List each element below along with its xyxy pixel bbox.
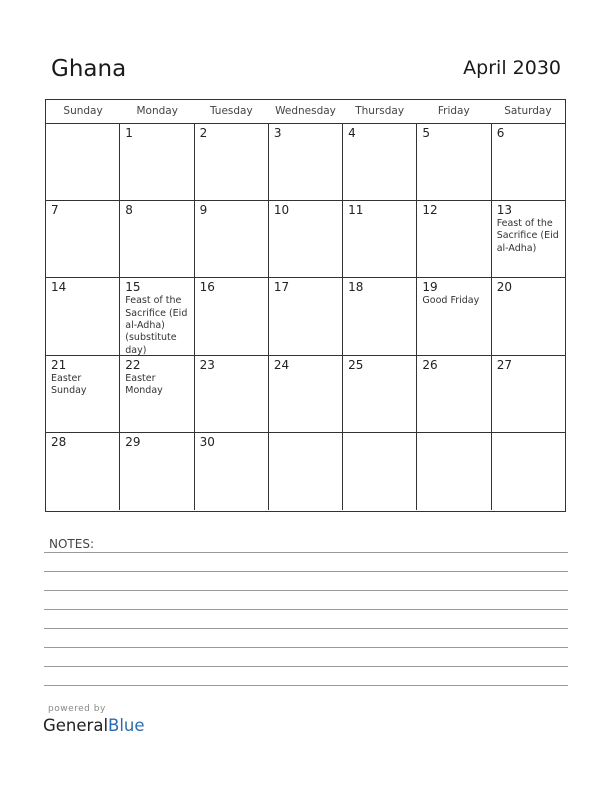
calendar-grid	[45, 99, 566, 512]
day-cell	[343, 433, 417, 510]
weekday-header	[46, 100, 565, 124]
day-number: 26	[422, 357, 438, 372]
day-number: 2	[199, 126, 208, 140]
day-number: 30	[199, 434, 215, 449]
day-number: 5	[422, 126, 431, 140]
notes-line	[44, 571, 568, 572]
weekday-label: Tuesday	[209, 105, 253, 117]
month-title: April 2030	[463, 57, 561, 79]
notes-line	[44, 590, 568, 591]
powered-by-text: powered by	[48, 704, 106, 714]
weekday-label: Wednesday	[275, 105, 336, 117]
day-cell	[120, 356, 194, 432]
day-number: 4	[348, 126, 356, 140]
day-cell	[195, 201, 269, 277]
weekday-label: Saturday	[504, 105, 552, 117]
week-row	[46, 356, 565, 433]
holiday-label: Feast of the Sacrifice (Eid al-Adha) (substitute day)	[125, 295, 188, 355]
week-row	[46, 433, 565, 510]
holiday-label: Feast of the Sacrifice (Eid al-Adha)	[496, 218, 559, 254]
day-number: 21	[51, 357, 67, 372]
notes-line	[44, 552, 568, 553]
week-row	[46, 201, 565, 278]
brand-logo[interactable]	[43, 716, 145, 735]
day-cell	[120, 433, 194, 510]
day-cell	[120, 124, 194, 200]
day-cell	[492, 433, 565, 510]
day-cell	[120, 278, 194, 354]
holiday-label: Easter Monday	[125, 372, 163, 396]
day-cell	[120, 201, 194, 277]
day-cell	[195, 356, 269, 432]
notes-line	[44, 609, 568, 610]
day-cell	[46, 201, 120, 277]
notes-line	[44, 628, 568, 629]
day-number: 14	[51, 280, 67, 295]
day-number: 27	[496, 357, 512, 372]
day-cell	[46, 124, 120, 200]
day-cell	[195, 433, 269, 510]
day-number: 12	[422, 203, 438, 218]
day-cell	[492, 356, 565, 432]
brand-general: General	[43, 716, 109, 735]
day-number: 23	[199, 357, 215, 372]
weekday-label: Sunday	[63, 105, 103, 117]
country-title: Ghana	[51, 56, 127, 82]
day-number: 22	[125, 357, 141, 372]
day-cell	[195, 124, 269, 200]
day-number: 8	[125, 203, 133, 218]
day-cell	[492, 278, 565, 354]
day-cell	[492, 124, 565, 200]
day-number: 6	[496, 126, 505, 140]
day-number: 28	[51, 434, 67, 449]
day-cell	[269, 356, 343, 432]
day-cell	[417, 201, 491, 277]
brand-blue: Blue	[108, 716, 145, 735]
day-cell	[417, 433, 491, 510]
day-number: 25	[348, 357, 364, 372]
day-cell	[343, 124, 417, 200]
day-cell	[492, 201, 565, 277]
day-cell	[46, 433, 120, 510]
day-number: 15	[125, 280, 141, 295]
day-cell	[343, 356, 417, 432]
holiday-label: Easter Sunday	[51, 372, 87, 396]
day-cell	[269, 124, 343, 200]
day-number: 1	[125, 126, 133, 140]
day-number: 17	[273, 280, 290, 295]
day-number: 20	[496, 280, 512, 295]
day-number: 24	[273, 357, 290, 372]
day-number: 18	[348, 280, 364, 295]
day-number: 11	[348, 203, 364, 218]
weekday-label: Monday	[136, 105, 178, 117]
week-row	[46, 278, 565, 355]
day-number: 9	[199, 203, 208, 218]
day-cell	[417, 356, 491, 432]
notes-line	[44, 685, 568, 686]
week-row	[46, 124, 565, 201]
weekday-label: Thursday	[355, 105, 405, 117]
day-number: 7	[51, 203, 59, 218]
holiday-label: Good Friday	[422, 295, 480, 307]
weekday-label: Friday	[437, 105, 470, 117]
notes-label: NOTES:	[49, 537, 94, 551]
day-cell	[417, 124, 491, 200]
day-cell	[417, 278, 491, 354]
day-cell	[269, 433, 343, 510]
day-cell	[46, 356, 120, 432]
day-number: 29	[125, 434, 141, 449]
day-number: 19	[422, 280, 438, 295]
day-cell	[269, 278, 343, 354]
day-number: 10	[273, 203, 290, 218]
day-number: 13	[496, 203, 512, 218]
notes-line	[44, 666, 568, 667]
day-cell	[269, 201, 343, 277]
day-cell	[343, 278, 417, 354]
day-number: 3	[273, 126, 282, 140]
day-number: 16	[199, 280, 215, 295]
day-cell	[46, 278, 120, 354]
notes-line	[44, 647, 568, 648]
day-cell	[343, 201, 417, 277]
day-cell	[195, 278, 269, 354]
